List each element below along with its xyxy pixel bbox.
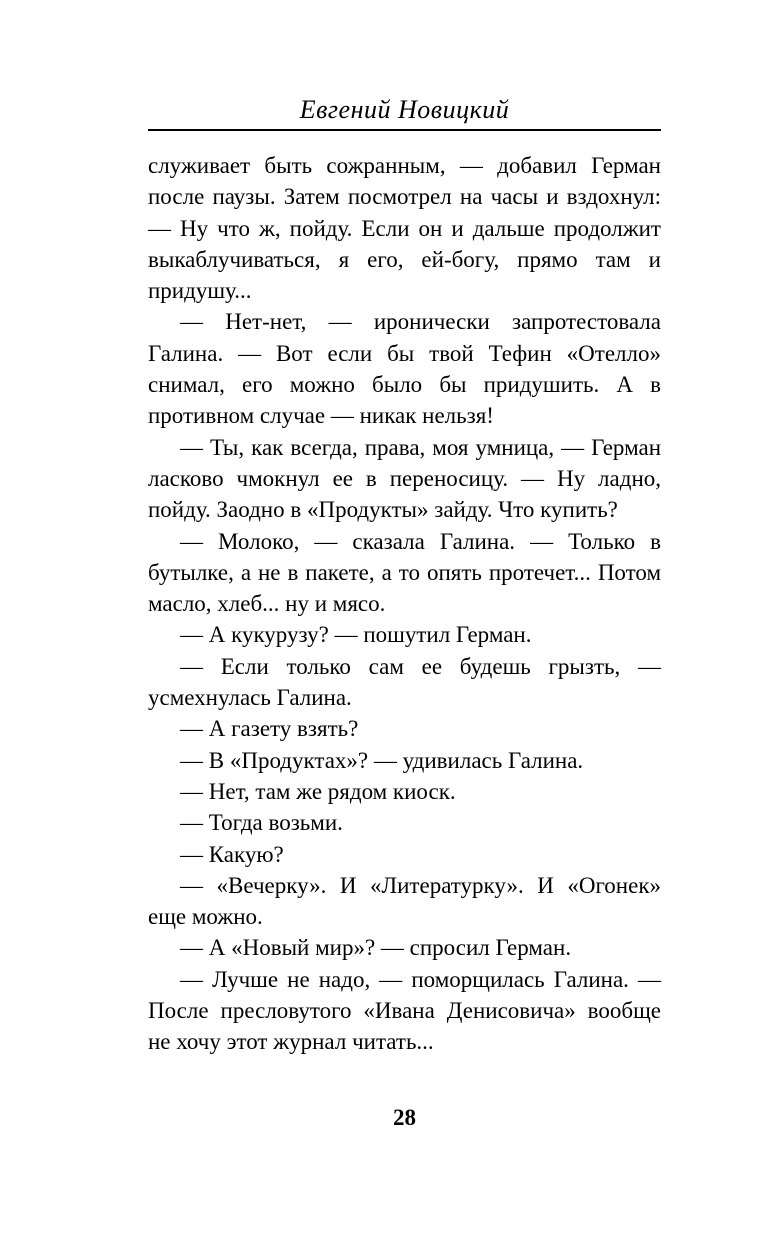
paragraph: — А кукурузу? — пошутил Герман. xyxy=(180,622,532,648)
paragraph: — Молоко, — сказала Галина. — Только в бутылке, а не в пакете, а то опять протечет... Потом масло, хлеб... ну и мясо. xyxy=(148,528,661,617)
paragraph: — Ты, как всегда, права, моя умница, — Герман ласково чмокнул ее в переносицу. — Ну ладно, пойду. Заодно в «Продукты» зайду. Что купить? xyxy=(148,434,661,523)
paragraph: — «Вечерку». И «Литературку». И «Огонек» еще можно. xyxy=(148,872,661,930)
page-number: 28 xyxy=(393,1105,416,1130)
paragraph: — Нет, там же рядом киоск. xyxy=(180,778,456,804)
paragraph-continuation: служивает быть сожранным, — добавил Герман после паузы. Затем посмотрел на часы и вздохнул: — Ну что ж, пойду. Если он и дальше продолжит выкаблучиваться, я его, ей-богу, прямо там и придушу... xyxy=(148,153,661,304)
paragraph: — Нет-нет, — иронически запротестовала Галина. — Вот если бы твой Тефин «Отелло» снимал, его можно было бы придушить. А в противном случае — никак нельзя! xyxy=(148,309,661,429)
paragraph: — Тогда возьми. xyxy=(180,810,343,836)
paragraph: — А газету взять? xyxy=(180,716,359,742)
body-text xyxy=(148,150,661,1058)
paragraph: — Лучше не надо, — поморщилась Галина. — После пресловутого «Ивана Денисовича» вообще не хочу этот журнал читать... xyxy=(148,966,661,1055)
paragraph: — В «Продуктах»? — удивилась Галина. xyxy=(180,747,584,773)
paragraph: — Если только сам ее будешь грызть, — усмехнулась Галина. xyxy=(148,653,661,711)
header-divider xyxy=(148,129,661,131)
paragraph: — Какую? xyxy=(180,841,284,867)
paragraph: — А «Новый мир»? — спросил Герман. xyxy=(180,935,572,961)
running-header-author: Евгений Новицкий xyxy=(299,95,510,124)
